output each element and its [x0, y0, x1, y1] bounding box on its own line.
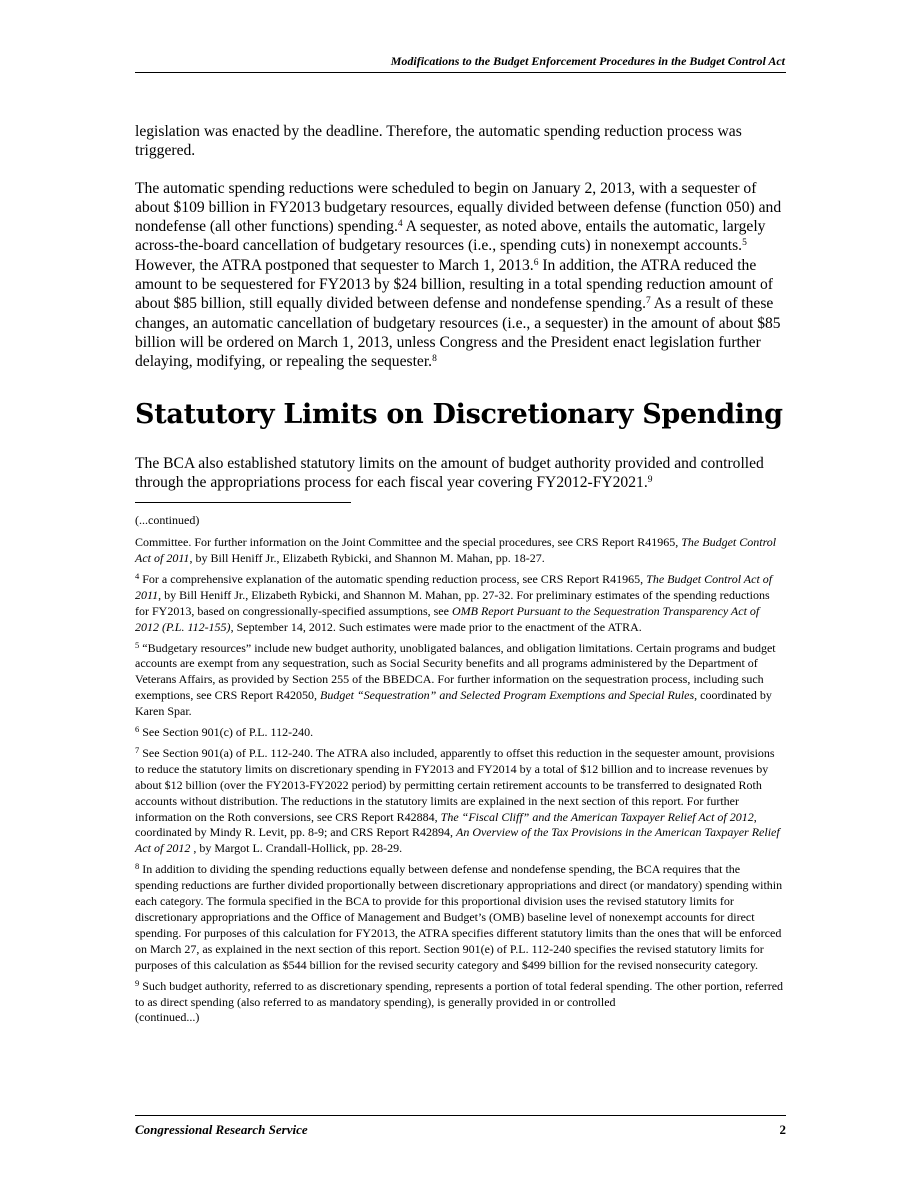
- footnote-4: [135, 572, 786, 636]
- footnote-text: See Section 901(c) of P.L. 112-240.: [139, 725, 314, 740]
- footnote-title: The Budget Control Act of 2011: [135, 571, 773, 602]
- footnote-number: 7: [135, 744, 140, 755]
- footnote-continued-next: (continued...): [135, 1010, 200, 1025]
- footnote-ref-6: 6: [533, 257, 539, 268]
- footnote-5: [135, 641, 786, 721]
- paragraph-2-text: The automatic spending reductions were scheduled to begin on January 2, 2013, with a sequester of about $109 billion in FY2013 budgetary resources, equally divided between defense (function 050) and nondefense (all other functions) spending.: [135, 179, 782, 236]
- footnote-8: [135, 862, 786, 973]
- page-number: 2: [779, 1122, 786, 1137]
- footnote-text: , coordinated by Karen Spar.: [135, 688, 772, 719]
- footnote-ref-4: 4: [397, 219, 403, 230]
- footnote-text: , by Bill Heniff Jr., Elizabeth Rybicki, and Shannon M. Mahan, pp. 27-32. For preliminary estimates of the spending reductions for FY2013, based on congressionally-specified assumptions, see: [135, 587, 770, 618]
- paragraph-3: [135, 454, 786, 493]
- footnote-ref-9: 9: [647, 474, 653, 485]
- footnote-number: 6: [135, 724, 140, 735]
- paragraph-2-text: In addition, the ATRA reduced the amount to be sequestered for FY2013 by $24 billion, resulting in a total spending reduction amount of about $85 billion, still equally divided between defense and nondefense spending.: [135, 256, 773, 313]
- footnote-text: , September 14, 2012. Such estimates were made prior to the enactment of the ATRA.: [230, 619, 642, 634]
- footnote-number: 4: [135, 570, 140, 581]
- paragraph-2-text: A sequester, as noted above, entails the automatic, largely across-the-board cancellation of budgetary resources (i.e., spending cuts) in nonexempt accounts.: [135, 218, 766, 255]
- paragraph-3-text: The BCA also established statutory limits on the amount of budget authority provided and controlled through the appropriations process for each fiscal year covering FY2012-FY2021.: [135, 454, 764, 491]
- footnote-text: For a comprehensive explanation of the automatic spending reduction process, see CRS Report R41965,: [139, 571, 647, 586]
- footnote-continued-marker: (...continued): [135, 513, 200, 528]
- footnote-title: OMB Report Pursuant to the Sequestration Transparency Act of 2012 (P.L. 112-155): [135, 603, 760, 634]
- footnote-text: , coordinated by Mindy R. Levit, pp. 8-9; and CRS Report R42894,: [135, 809, 757, 840]
- page-body: [135, 122, 786, 1031]
- footnote-6: [135, 725, 786, 741]
- paragraph-2-text: As a result of these changes, an automatic cancellation of budgetary resources (i.e., a sequester) in the amount of about $85 billion will be ordered on March 1, 2013, unless Congress and the President enact legislation further delaying, modifying, or repealing the sequester.: [135, 295, 781, 371]
- footer-rule: [135, 1115, 786, 1116]
- footnote-text: , by Bill Heniff Jr., Elizabeth Rybicki, and Shannon M. Mahan, pp. 18-27.: [189, 550, 545, 565]
- footnote-9: [135, 979, 786, 1011]
- footnote-text: “Budgetary resources” include new budget authority, unobligated balances, and obligation limitations. Certain programs and budget accounts are exempt from any sequestration, such as Social Security benefits and all programs administered by the Department of Veterans Affairs, as provided by Section 255 of the BBEDCA. For further information on the sequestration process, including such exemptions, see CRS Report R42050,: [135, 640, 776, 703]
- footnote-ref-5: 5: [742, 238, 747, 249]
- header-rule: [135, 72, 786, 73]
- running-header: Modifications to the Budget Enforcement Procedures in the Budget Control Act: [390, 54, 785, 68]
- footnote-text: Such budget authority, referred to as discretionary spending, represents a portion of total federal spending. The other portion, referred to as direct spending (also referred to as mandatory spending), is generally provided in or controlled: [135, 978, 784, 1009]
- footnote-ref-8: 8: [432, 354, 437, 365]
- footnote-text: , by Margot L. Crandall-Hollick, pp. 28-29.: [190, 841, 403, 856]
- paragraph-2: [135, 179, 786, 372]
- footnote-title: Budget “Sequestration” and Selected Program Exemptions and Special Rules: [320, 688, 695, 703]
- footnote-text: See Section 901(a) of P.L. 112-240. The ATRA also included, apparently to offset this reduction in the sequester amount, provisions to reduce the statutory limits on discretionary spending in FY2013 and FY2014 by a total of $12 billion and to increase revenues by about $12 billion (over the FY2013-FY2022 period) by permitting certain retirement accounts to be transferred to designated Roth accounts without distribution. The reductions in the statutory limits are explained in the next section of this report. For further information on the Roth conversions, see CRS Report R42884,: [135, 745, 775, 824]
- footnote-title: The “Fiscal Cliff” and the American Taxpayer Relief Act of 2012: [440, 809, 754, 824]
- paragraph-2-text: However, the ATRA postponed that sequester to March 1, 2013.: [135, 256, 534, 274]
- footnote-text: In addition to dividing the spending reductions equally between defense and nondefense spending, the BCA requires that the spending reductions are further divided proportionally between discretionary appropriations and direct (or mandatory) spending within each category. The formula specified in the BCA to provide for this proportional division uses the revised statutory limits for discretionary appropriations and the Office of Management and Budget’s (OMB) baseline level of nonexempt accounts for direct spending. For purposes of this calculation for FY2013, the ATRA specifies different statutory limits than the ones that will be enforced on March 27, as explained in the next section of this report. Section 901(e) of P.L. 112-240 specifies the revised statutory limits for purposes of this calculation as $544 billion for the revised security category and $499 billion for the revised nonsecurity category.: [135, 862, 783, 972]
- paragraph-1: legislation was enacted by the deadline. Therefore, the automatic spending reduction process was triggered.: [135, 123, 742, 160]
- footnote-ref-7: 7: [646, 296, 651, 307]
- footnote-7: [135, 746, 786, 857]
- section-heading: Statutory Limits on Discretionary Spending: [135, 398, 783, 430]
- footnote-number: 9: [135, 977, 140, 988]
- footnote-number: 5: [135, 639, 140, 650]
- footnote-number: 8: [135, 861, 140, 872]
- footnote-separator: [135, 502, 351, 503]
- footnote-title: An Overview of the Tax Provisions in the American Taxpayer Relief Act of 2012: [135, 825, 780, 856]
- footnote-text: Committee. For further information on the Joint Committee and the special procedures, see CRS Report R41965,: [135, 535, 682, 550]
- footer-publisher: Congressional Research Service: [135, 1122, 308, 1137]
- footnote-continued: [135, 535, 786, 567]
- footnote-title: The Budget Control Act of 2011: [135, 535, 777, 565]
